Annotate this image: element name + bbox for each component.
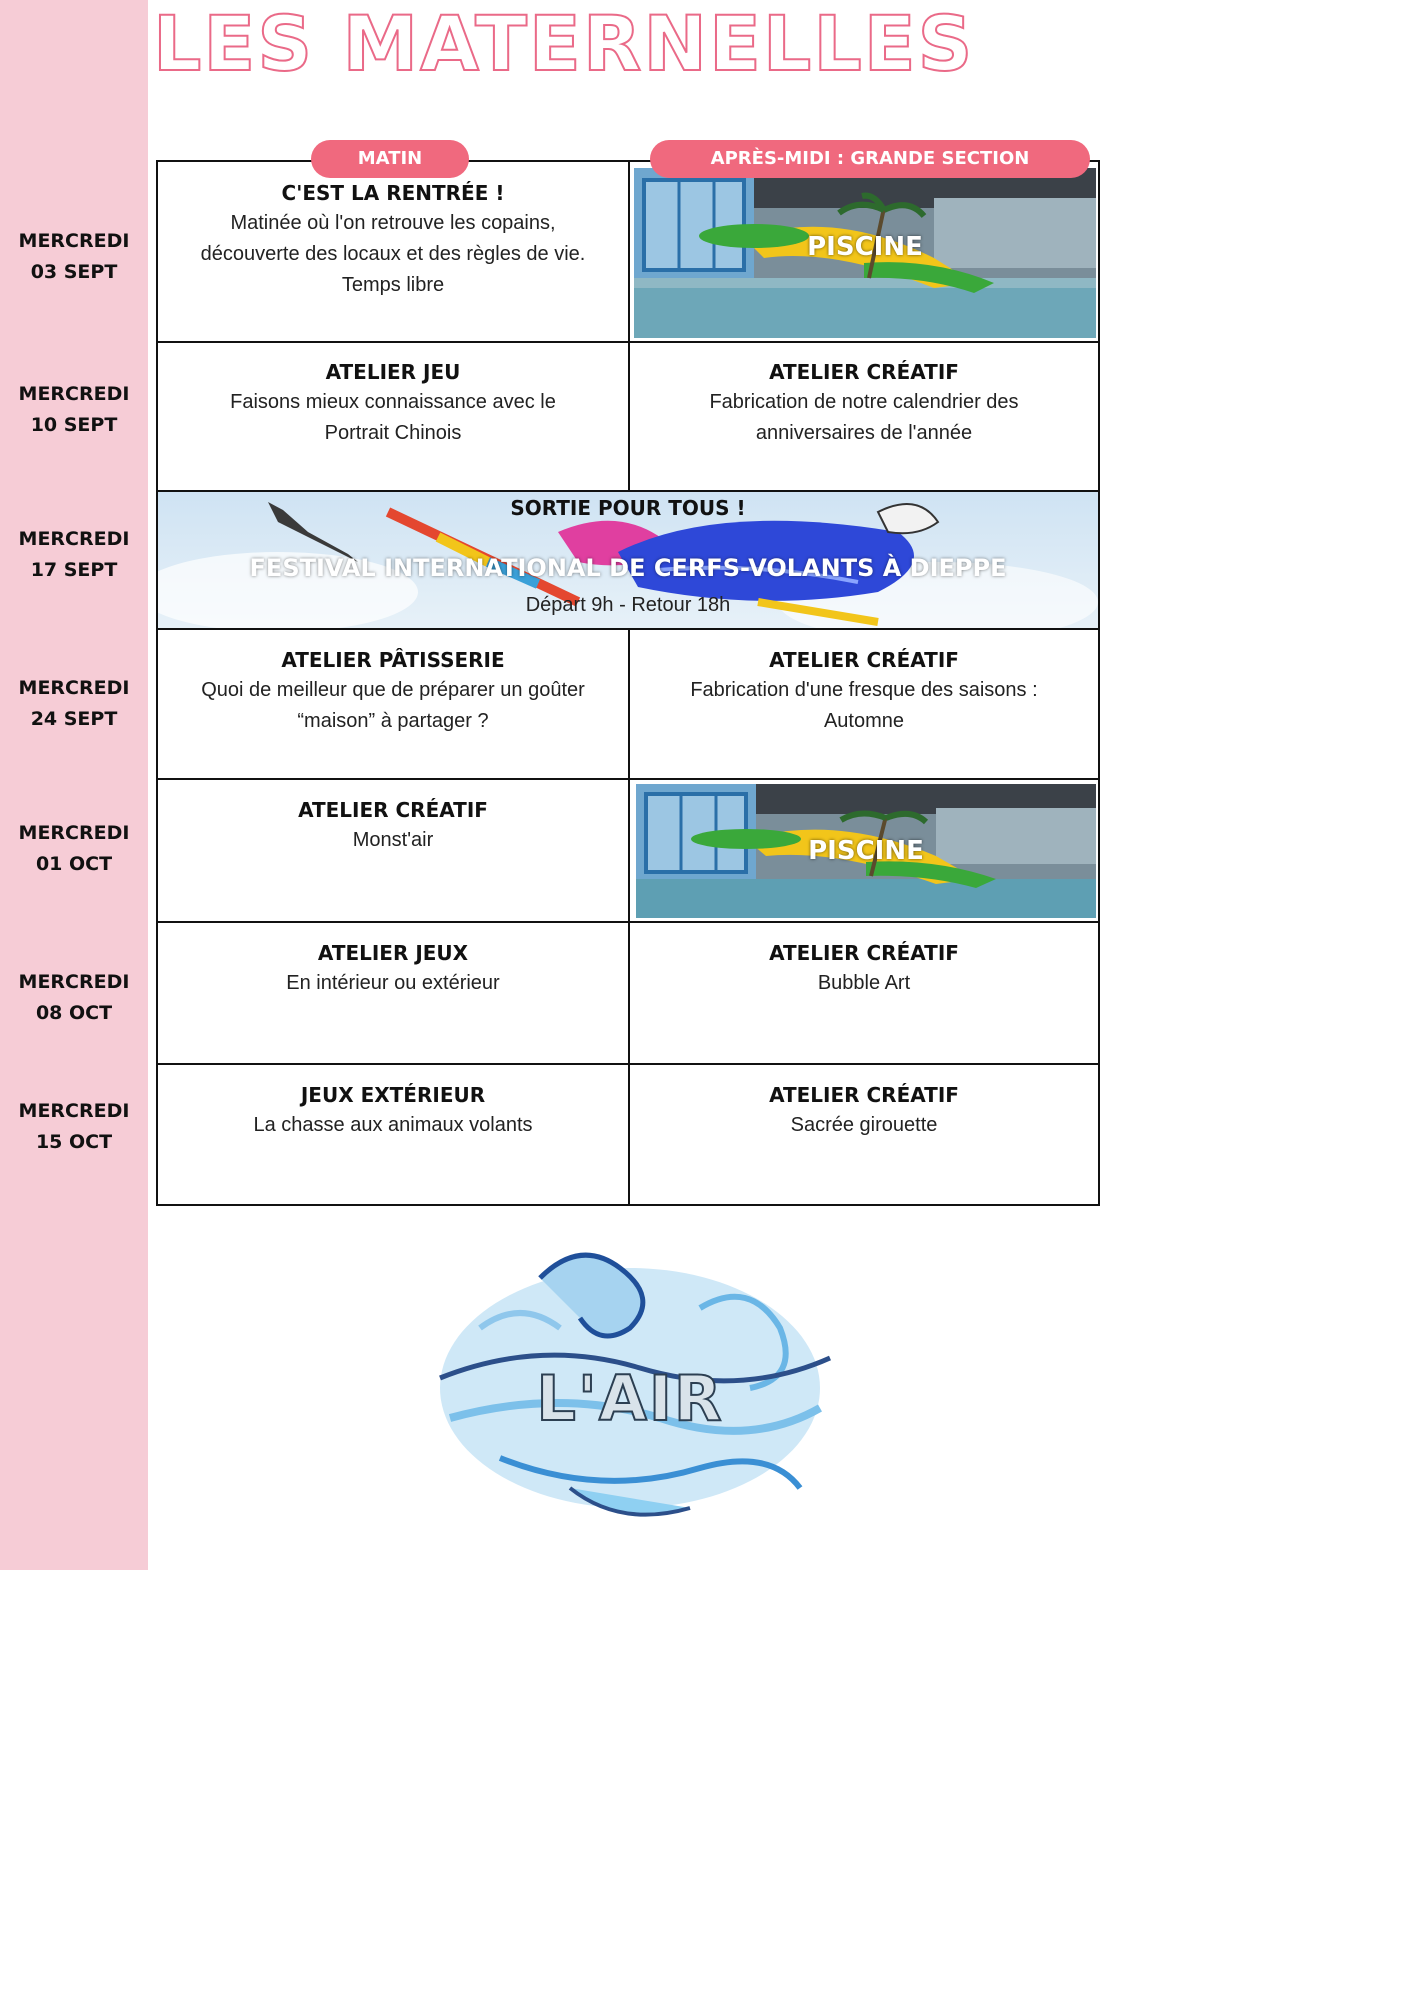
- activity-title: ATELIER CRÉATIF: [769, 1083, 959, 1107]
- activity-line: Sacrée girouette: [790, 1114, 938, 1136]
- theme-label: L'AIR: [536, 1362, 724, 1435]
- afternoon-activity: [630, 938, 1098, 999]
- photo-label: PISCINE: [807, 232, 923, 262]
- day-label: [8, 226, 140, 288]
- day-date: 17 SEPT: [30, 559, 118, 581]
- activity-line: Matinée où l'on retrouve les copains,: [230, 212, 556, 234]
- morning-activity: [158, 795, 628, 856]
- activity-title: ATELIER CRÉATIF: [769, 941, 959, 965]
- schedule-grid: [156, 160, 1100, 1206]
- activity-line: “maison” à partager ?: [297, 710, 489, 732]
- outing-title: SORTIE POUR TOUS !: [510, 496, 746, 520]
- day-name: MERCREDI: [18, 971, 130, 993]
- activity-title: C'EST LA RENTRÉE !: [281, 181, 505, 205]
- morning-header: MATIN: [311, 140, 469, 178]
- day-label: [8, 673, 140, 735]
- day-label: [8, 379, 140, 441]
- afternoon-activity: [630, 357, 1098, 449]
- pool-photo: [636, 784, 1096, 918]
- morning-activity: [158, 645, 628, 737]
- activity-line: Faisons mieux connaissance avec le: [230, 391, 556, 413]
- morning-activity: [158, 178, 628, 301]
- activity-line: Automne: [823, 710, 905, 732]
- activity-line: Temps libre: [341, 274, 445, 296]
- schedule-text: Départ 9h - Retour 18h: [525, 594, 731, 616]
- wind-artwork: [420, 1238, 840, 1528]
- day-date: 08 OCT: [35, 1002, 113, 1024]
- activity-line: Bubble Art: [817, 972, 911, 994]
- page-title: LES MATERNELLES: [153, 0, 975, 88]
- activity-title: ATELIER JEU: [325, 360, 461, 384]
- morning-activity: [158, 357, 628, 449]
- activity-line: Quoi de meilleur que de préparer un goûter: [201, 679, 585, 701]
- day-date: 01 OCT: [35, 853, 113, 875]
- activity-line: Fabrication de notre calendrier des: [709, 391, 1019, 413]
- afternoon-activity: [630, 645, 1098, 737]
- activity-title: JEUX EXTÉRIEUR: [300, 1083, 486, 1107]
- day-name: MERCREDI: [18, 230, 130, 252]
- photo-label: PISCINE: [808, 836, 924, 866]
- day-label: [8, 1096, 140, 1158]
- day-date: 10 SEPT: [30, 414, 118, 436]
- day-date: 03 SEPT: [30, 261, 118, 283]
- day-name: MERCREDI: [18, 1100, 130, 1122]
- afternoon-header: APRÈS-MIDI : GRANDE SECTION: [650, 140, 1090, 178]
- activity-line: En intérieur ou extérieur: [286, 972, 500, 994]
- activity-line: découverte des locaux et des règles de vie.: [200, 243, 586, 265]
- activity-line: anniversaires de l'année: [755, 422, 973, 444]
- day-name: MERCREDI: [18, 528, 130, 550]
- day-name: MERCREDI: [18, 677, 130, 699]
- day-label: [8, 967, 140, 1029]
- morning-activity: [158, 1080, 628, 1141]
- activity-line: La chasse aux animaux volants: [253, 1114, 533, 1136]
- activity-line: Monst'air: [352, 829, 434, 851]
- day-label: [8, 524, 140, 586]
- activity-title: ATELIER CRÉATIF: [769, 360, 959, 384]
- day-date: 15 OCT: [35, 1131, 113, 1153]
- banner-title: [158, 496, 1098, 520]
- activity-title: ATELIER JEUX: [317, 941, 469, 965]
- activity-title: ATELIER CRÉATIF: [769, 648, 959, 672]
- kite-festival-banner: [158, 492, 1098, 628]
- morning-activity: [158, 938, 628, 999]
- day-label: [8, 818, 140, 880]
- festival-name: FESTIVAL INTERNATIONAL DE CERFS-VOLANTS À DIEPPE: [249, 554, 1007, 582]
- day-name: MERCREDI: [18, 383, 130, 405]
- day-name: MERCREDI: [18, 822, 130, 844]
- pool-photo: [634, 168, 1096, 338]
- activity-line: Fabrication d'une fresque des saisons :: [690, 679, 1038, 701]
- activity-title: ATELIER CRÉATIF: [298, 798, 488, 822]
- activity-line: Portrait Chinois: [324, 422, 462, 444]
- afternoon-activity: [630, 1080, 1098, 1141]
- activity-title: ATELIER PÂTISSERIE: [281, 648, 505, 672]
- day-date: 24 SEPT: [30, 708, 118, 730]
